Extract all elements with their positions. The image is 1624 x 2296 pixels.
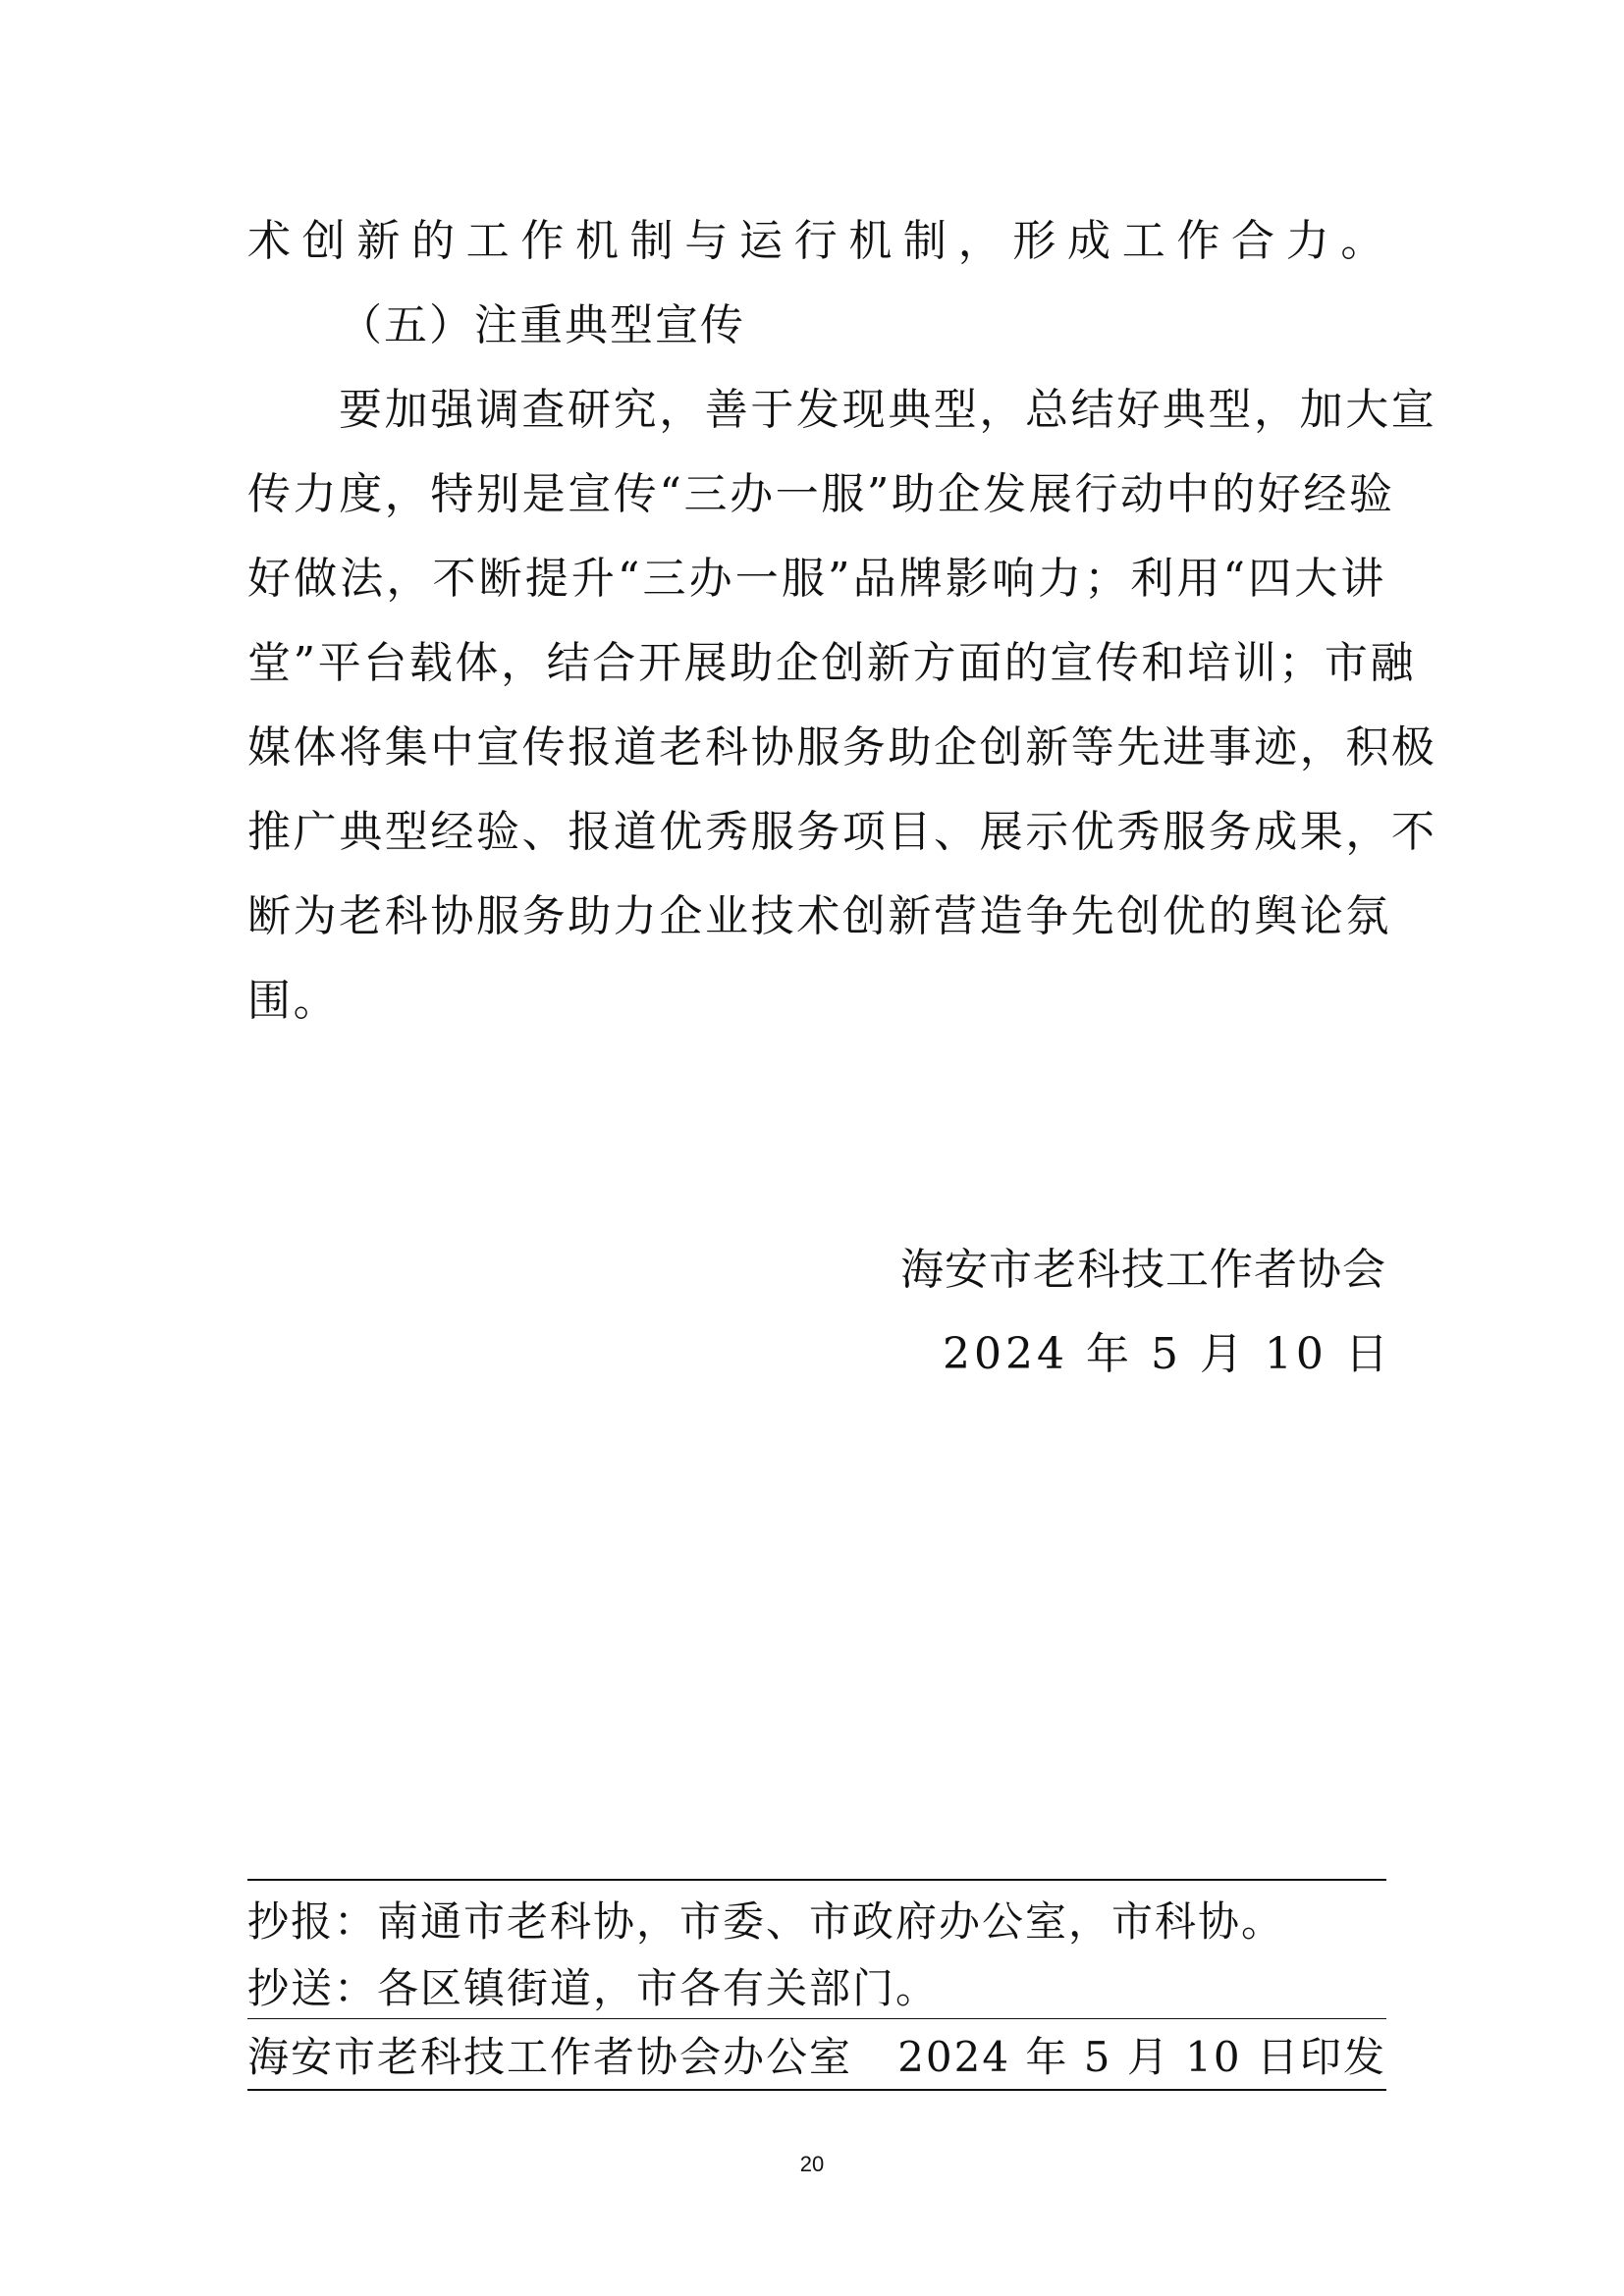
footer-bottom-rule (247, 2089, 1386, 2091)
footer-issuer: 海安市老科技工作者协会办公室 (247, 2033, 853, 2081)
paragraph-line: 传力度，特别是宣传“三办一服”助企发展行动中的好经验 (247, 469, 1395, 519)
footer-middle-rule (247, 2018, 1386, 2019)
footer-top-rule (247, 1879, 1386, 1881)
paragraph-line: 围。 (247, 976, 340, 1026)
section-heading: （五）注重典型宣传 (339, 300, 745, 350)
footer-issue-date: 2024 年 5 月 10 日印发 (897, 2033, 1386, 2081)
continuation-line: 术创新的工作机制与运行机制，形成工作合力。 (247, 216, 1386, 266)
footer-cc-send: 抄送：各区镇街道，市各有关部门。 (247, 1964, 940, 2012)
footer-issuer-row (247, 2030, 1386, 2085)
paragraph-line: 堂”平台载体，结合开展助企创新方面的宣传和培训；市融 (247, 638, 1417, 688)
paragraph-line: 要加强调查研究，善于发现典型，总结好典型，加大宣 (339, 385, 1437, 435)
page-number: 20 (799, 2152, 825, 2176)
paragraph-line: 媒体将集中宣传报道老科协服务助企创新等先进事迹，积极 (247, 722, 1437, 773)
paragraph-line: 断为老科协服务助力企业技术创新营造争先创优的舆论氛 (247, 891, 1391, 941)
signature-date: 2024 年 5 月 10 日 (943, 1329, 1392, 1379)
paragraph-line: 好做法，不断提升“三办一服”品牌影响力；利用“四大讲 (247, 554, 1386, 604)
signature-organization: 海安市老科技工作者协会 (900, 1245, 1386, 1295)
footer-cc-report: 抄报：南通市老科协，市委、市政府办公室，市科协。 (247, 1897, 1285, 1946)
paragraph-line: 推广典型经验、报道优秀服务项目、展示优秀服务成果，不 (247, 807, 1437, 857)
